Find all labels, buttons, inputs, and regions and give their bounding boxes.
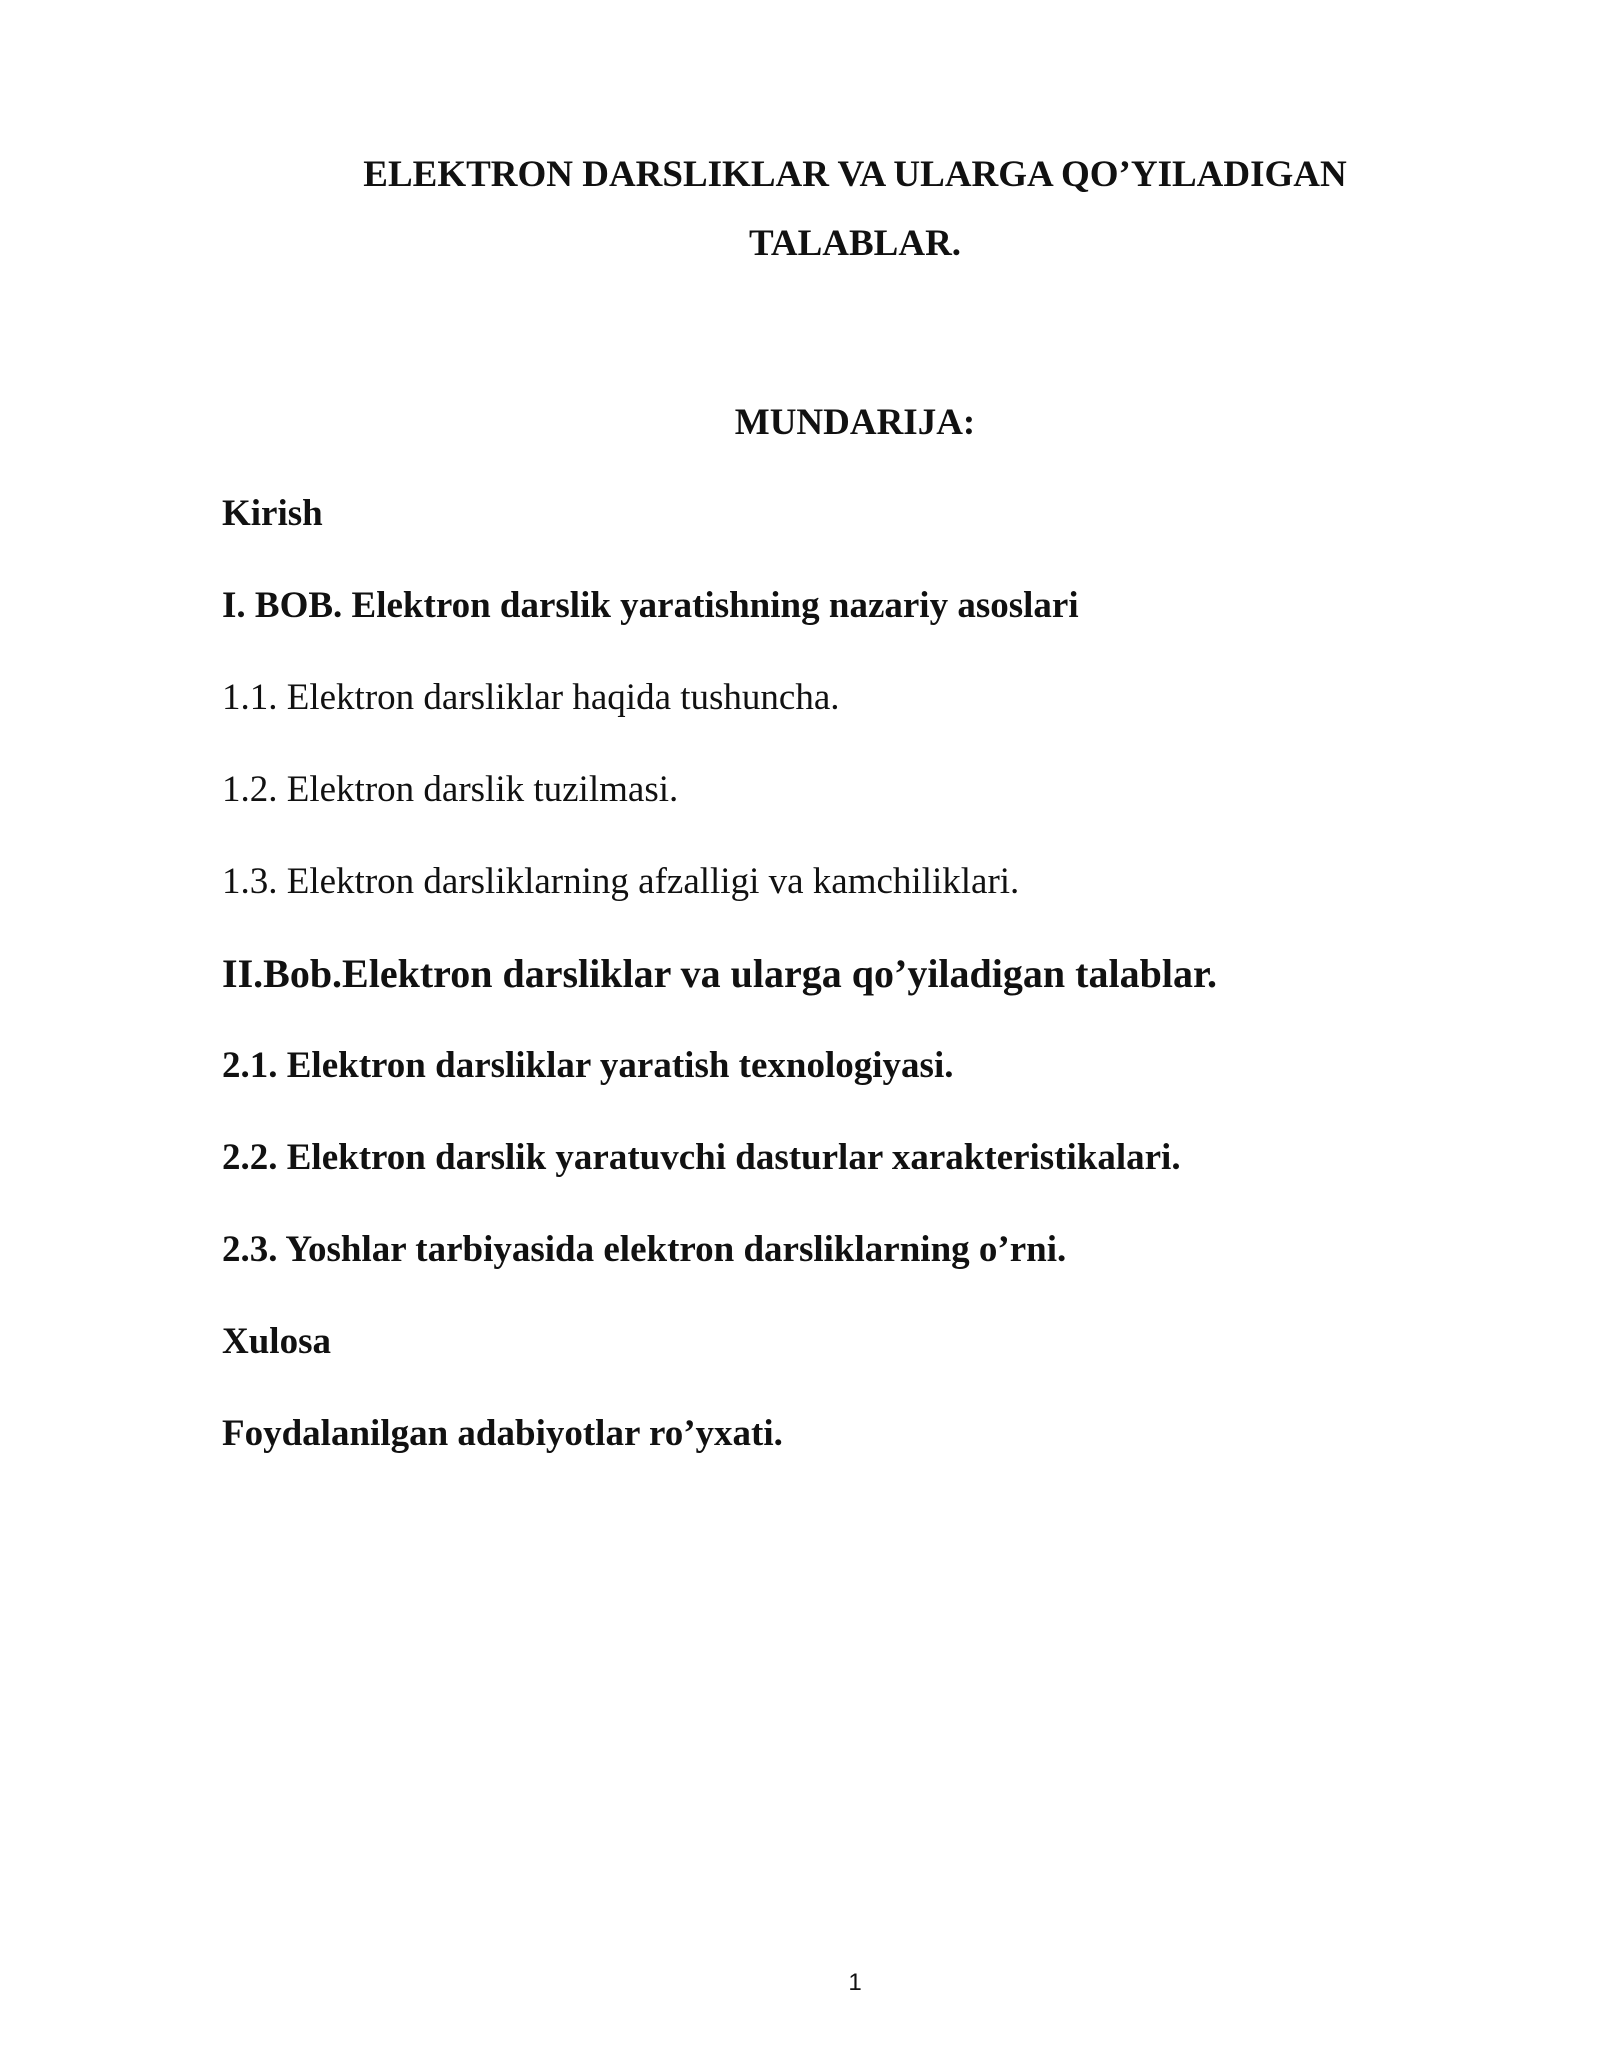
toc-heading: MUNDARIJA: — [734, 402, 976, 443]
toc-item-section-2-2: 2.2. Elektron darslik yaratuvchi dasturlar xarakteristikalari. — [222, 1137, 1181, 1178]
table-of-contents — [222, 488, 1522, 1500]
toc-item-conclusion: Xulosa — [222, 1321, 331, 1362]
toc-item-introduction: Kirish — [222, 493, 323, 534]
toc-item-section-2-1: 2.1. Elektron darsliklar yaratish texnologiyasi. — [222, 1045, 954, 1086]
toc-item-chapter-2: II.Bob.Elektron darsliklar va ularga qo’yiladigan talablar. — [222, 951, 1218, 996]
toc-item-section-1-2: 1.2. Elektron darslik tuzilmasi. — [222, 769, 679, 810]
toc-item-section-2-3: 2.3. Yoshlar tarbiyasida elektron darsliklarning o’rni. — [222, 1229, 1067, 1270]
document-title — [222, 140, 1488, 278]
toc-item-section-1-3: 1.3. Elektron darsliklarning afzalligi va kamchiliklari. — [222, 861, 1020, 902]
toc-item-references: Foydalanilgan adabiyotlar ro’yxati. — [222, 1413, 783, 1454]
toc-item-section-1-1: 1.1. Elektron darsliklar haqida tushuncha. — [222, 677, 840, 718]
title-line-1: ELEKTRON DARSLIKLAR VA ULARGA QO’YILADIGAN — [363, 154, 1347, 195]
title-line-2: TALABLAR. — [748, 223, 962, 264]
toc-item-chapter-1: I. BOB. Elektron darslik yaratishning nazariy asoslari — [222, 585, 1079, 626]
page-number: 1 — [848, 1969, 862, 1996]
